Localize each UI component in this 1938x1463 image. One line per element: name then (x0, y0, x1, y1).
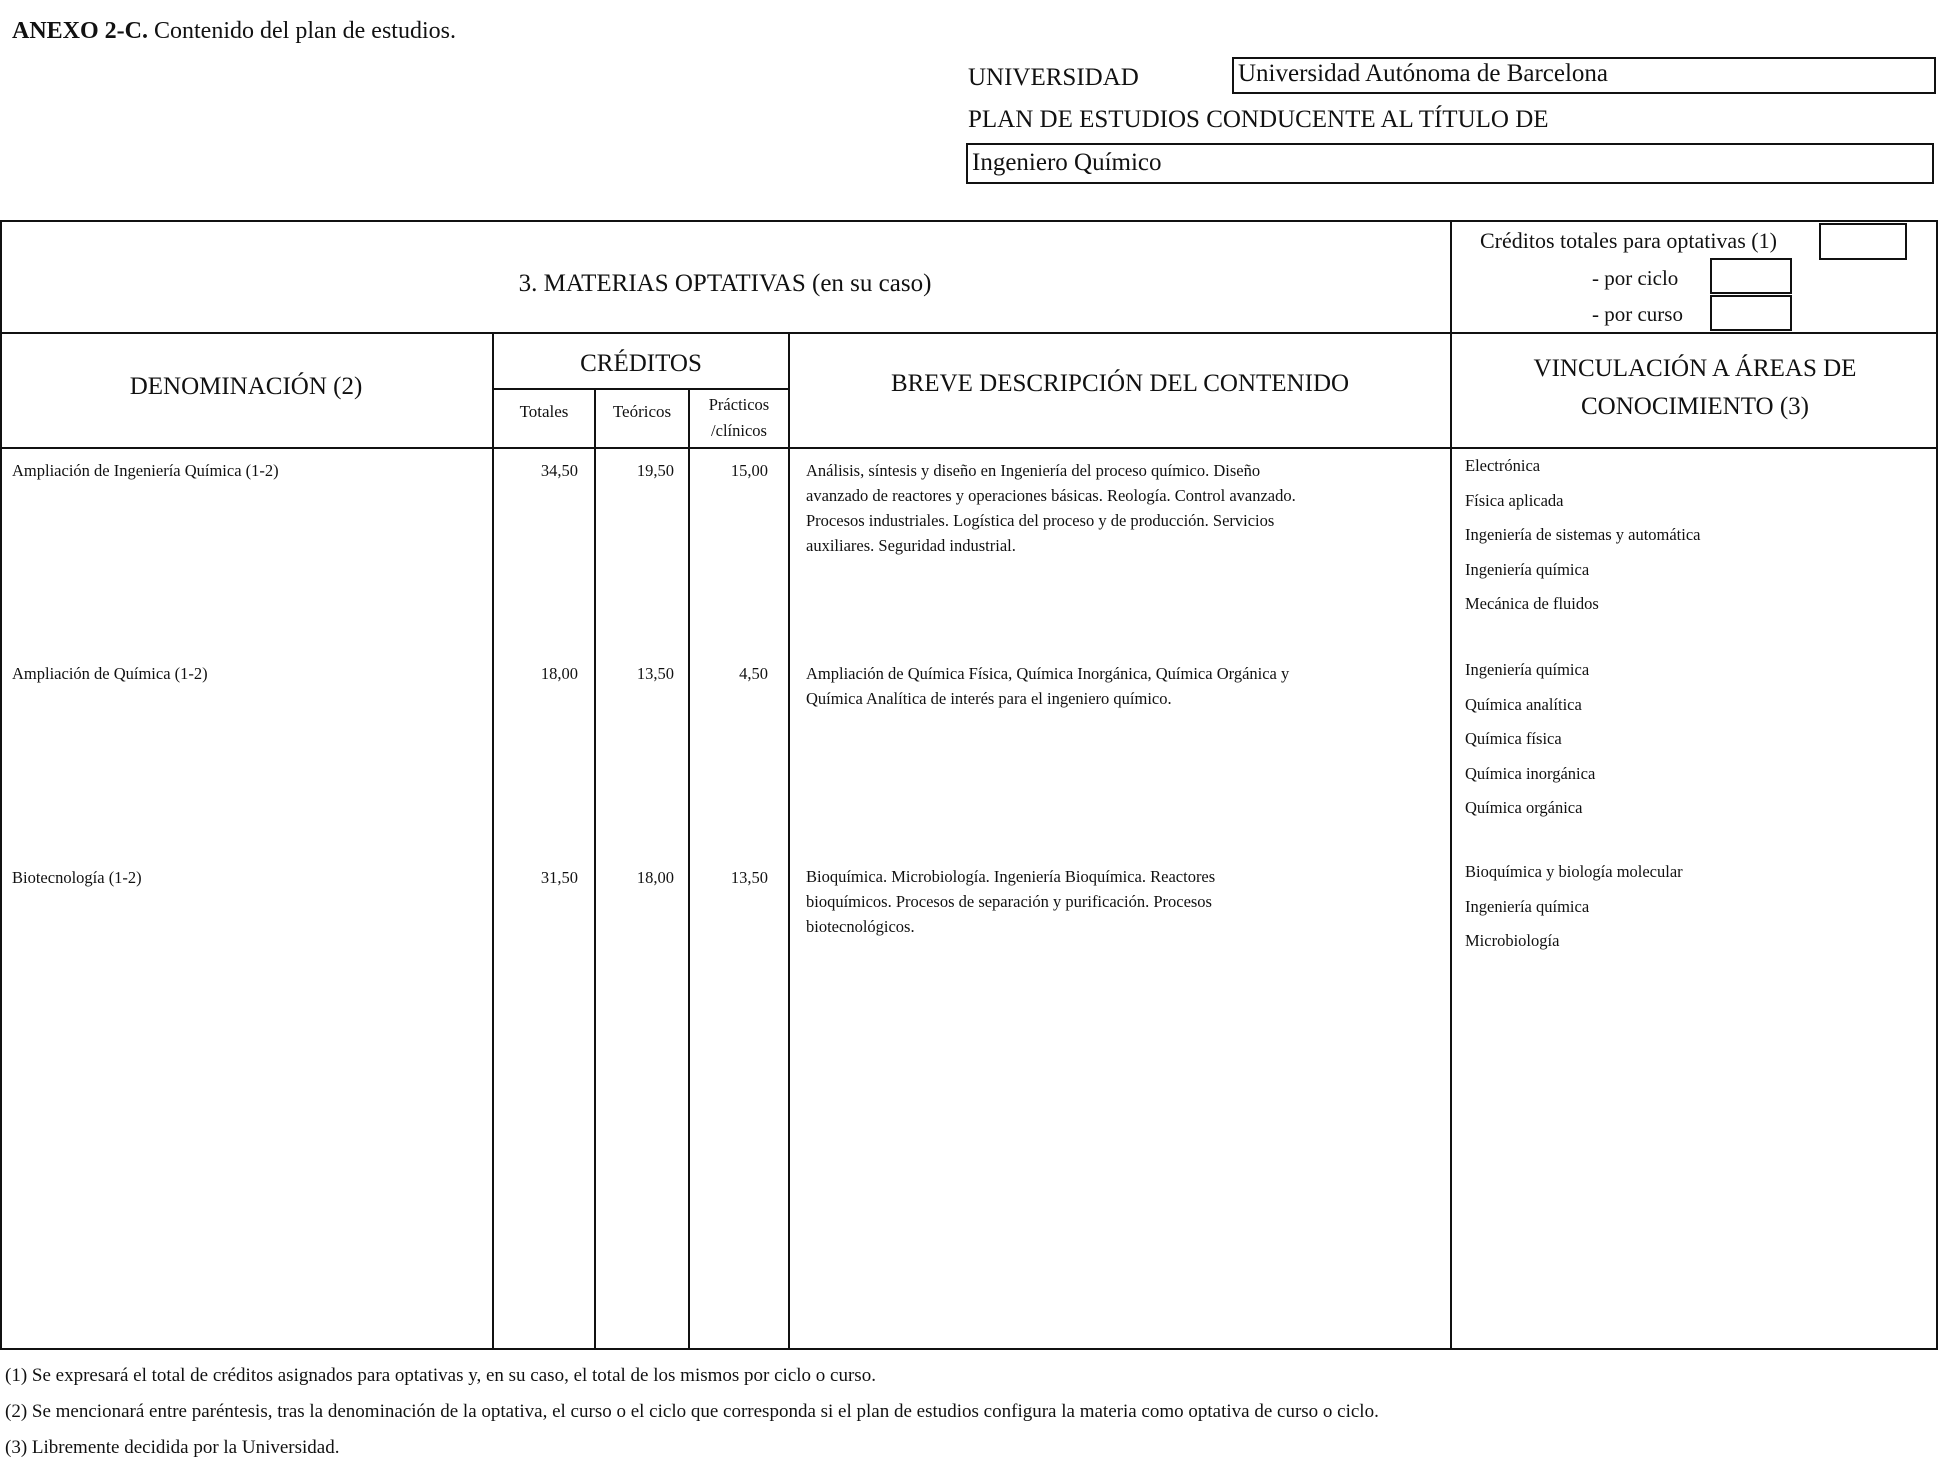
row-1-area-2: Física aplicada (1465, 490, 1564, 510)
header-descripcion: BREVE DESCRIPCIÓN DEL CONTENIDO (890, 370, 1350, 397)
row-1-desc-line-1: Análisis, síntesis y diseño en Ingeniería del proceso químico. Diseño (806, 461, 1261, 480)
col-divider-teoricos (688, 390, 690, 1350)
section-title: 3. MATERIAS OPTATIVAS (en su caso) (518, 270, 932, 297)
per-course-label: - por curso (1592, 302, 1683, 326)
row-3-area-2: Ingeniería química (1465, 896, 1590, 916)
row-2-teoricos: 13,50 (636, 664, 674, 683)
col-divider-totales (594, 390, 596, 1350)
university-field: Universidad Autónoma de Barcelona (1232, 57, 1936, 94)
row-1-desc-line-2: avanzado de reactores y operaciones básicas. Reología. Control avanzado. (806, 486, 1296, 505)
credits-total-label: Créditos totales para optativas (1) (1480, 228, 1777, 253)
row-2-area-3: Química física (1465, 729, 1562, 748)
row-2-practicos: 4,50 (739, 664, 768, 683)
row-1-totales: 34,50 (540, 461, 578, 480)
per-cycle-box (1710, 258, 1792, 294)
row-3-name: Biotecnología (1-2) (12, 868, 142, 887)
row-2-desc-line-1: Ampliación de Química Física, Química Inorgánica, Química Orgánica y (806, 664, 1290, 683)
university-label: UNIVERSIDAD (968, 64, 1139, 91)
row-3-description (806, 864, 1446, 939)
row-1-name: Ampliación de Ingeniería Química (1-2) (12, 461, 279, 480)
row-3-totales: 31,50 (540, 868, 578, 887)
row-2-area-2: Química analítica (1465, 694, 1582, 714)
row-3-area-1: Bioquímica y biología molecular (1465, 862, 1683, 881)
header-practicos (690, 392, 788, 444)
header-vinculacion-line1: VINCULACIÓN A ÁREAS DE (1533, 355, 1857, 382)
row-3-practicos: 13,50 (730, 868, 768, 887)
annex-title (12, 18, 456, 45)
footnote-1: (1) Se expresará el total de créditos asignados para optativas y, en su caso, el total de los mismos por ciclo o curso. (5, 1365, 876, 1386)
per-course-box (1710, 295, 1792, 331)
footnote-3: (3) Libremente decidida por la Universidad. (5, 1437, 340, 1458)
row-2-areas (1465, 653, 1595, 826)
row-1-area-4: Ingeniería química (1465, 559, 1590, 579)
header-practicos-line2: /clínicos (711, 421, 767, 440)
annex-subtitle: Contenido del plan de estudios. (154, 18, 456, 44)
header-vinculacion-line2: CONOCIMIENTO (3) (1581, 393, 1809, 420)
row-1-teoricos: 19,50 (636, 461, 674, 480)
col-divider-desc (788, 334, 790, 1350)
row-2-desc-line-2: Química Analítica de interés para el ingeniero químico. (806, 689, 1172, 708)
row-1-areas (1465, 449, 1701, 622)
row-1-description (806, 458, 1446, 558)
row-1-desc-line-3: Procesos industriales. Logística del proceso y de producción. Servicios (806, 511, 1275, 530)
header-vinculacion (1452, 350, 1938, 426)
row-2-area-5: Química orgánica (1465, 798, 1583, 817)
degree-field: Ingeniero Químico (966, 143, 1934, 184)
row-3-areas (1465, 855, 1683, 959)
row-3-desc-line-1: Bioquímica. Microbiología. Ingeniería Bioquímica. Reactores (806, 867, 1216, 886)
row-1-area-1: Electrónica (1465, 456, 1541, 475)
row-3-desc-line-2: bioquímicos. Procesos de separación y purificación. Procesos (806, 892, 1212, 911)
row-2-name: Ampliación de Química (1-2) (12, 664, 208, 683)
row-1-practicos: 15,00 (730, 461, 768, 480)
row-1-area-3: Ingeniería de sistemas y automática (1465, 525, 1701, 544)
table-divider-title (0, 332, 1938, 334)
row-2-description (806, 661, 1446, 711)
footnote-2: (2) Se mencionará entre paréntesis, tras la denominación de la optativa, el curso o el ciclo que corresponda si el plan de estudios configura la materia como optativa de curso o ciclo. (5, 1401, 1379, 1422)
row-2-totales: 18,00 (540, 664, 578, 683)
row-2-area-1: Ingeniería química (1465, 660, 1590, 679)
plan-label: PLAN DE ESTUDIOS CONDUCENTE AL TÍTULO DE (968, 106, 1549, 133)
credits-total-box (1819, 223, 1907, 260)
header-practicos-line1: Prácticos (708, 395, 770, 414)
row-2-area-4: Química inorgánica (1465, 763, 1596, 783)
header-creditos: CRÉDITOS (580, 350, 702, 377)
annex-code: ANEXO 2-C. (12, 18, 148, 44)
row-3-area-3: Microbiología (1465, 931, 1560, 950)
header-totales: Totales (519, 402, 569, 421)
row-1-area-5: Mecánica de fluidos (1465, 594, 1599, 613)
col-divider-credits (492, 334, 494, 1350)
row-3-desc-line-3: biotecnológicos. (806, 917, 915, 936)
header-teoricos: Teóricos (612, 402, 672, 421)
row-1-desc-line-4: auxiliares. Seguridad industrial. (806, 536, 1016, 555)
row-3-teoricos: 18,00 (636, 868, 674, 887)
credits-subheader-line (494, 388, 788, 390)
per-cycle-label: - por ciclo (1592, 266, 1679, 290)
header-denominacion: DENOMINACIÓN (2) (129, 373, 363, 400)
